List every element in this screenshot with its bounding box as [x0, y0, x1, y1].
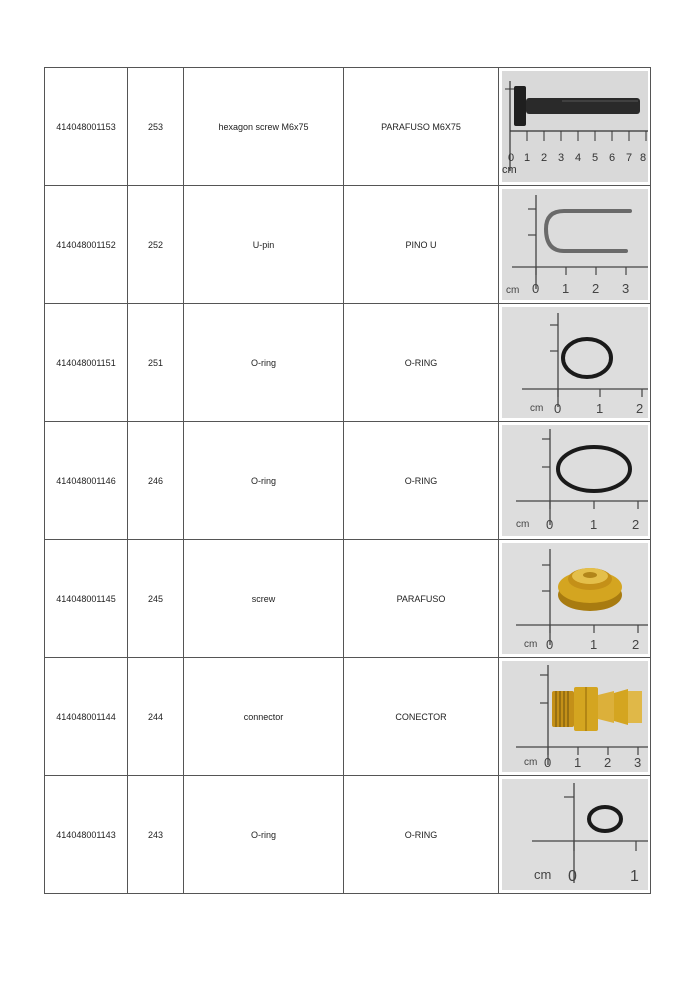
svg-text:6: 6 — [608, 152, 615, 164]
connector-photo — [502, 661, 648, 772]
svg-text:cm: cm — [529, 403, 543, 414]
svg-text:0: 0 — [545, 637, 553, 652]
svg-text:3: 3 — [621, 281, 629, 296]
part-photo-cell — [499, 304, 651, 422]
svg-text:1: 1 — [523, 152, 530, 164]
part-code: 414048001144 — [45, 658, 128, 776]
part-photo-cell — [499, 658, 651, 776]
svg-text:0: 0 — [545, 517, 553, 532]
svg-text:cm: cm — [523, 639, 537, 650]
description-en: O-ring — [184, 422, 344, 540]
part-code: 414048001146 — [45, 422, 128, 540]
svg-text:1: 1 — [589, 637, 597, 652]
svg-text:3: 3 — [633, 755, 641, 770]
position-number: 253 — [128, 68, 184, 186]
description-en: hexagon screw M6x75 — [184, 68, 344, 186]
hexagon-screw-photo — [502, 71, 648, 182]
part-photo-cell — [499, 186, 651, 304]
description-pt: O-RING — [344, 776, 499, 894]
table-row — [45, 540, 651, 658]
o-ring-photo — [502, 307, 648, 418]
svg-text:0: 0 — [543, 755, 551, 770]
svg-text:1: 1 — [629, 868, 639, 885]
part-code: 414048001151 — [45, 304, 128, 422]
part-code: 414048001145 — [45, 540, 128, 658]
svg-text:7: 7 — [625, 152, 632, 164]
description-en: screw — [184, 540, 344, 658]
svg-text:0: 0 — [531, 281, 539, 296]
svg-text:cm: cm — [515, 519, 529, 530]
svg-text:2: 2 — [631, 637, 639, 652]
svg-text:cm: cm — [533, 867, 551, 882]
svg-text:0: 0 — [553, 401, 561, 416]
description-en: U-pin — [184, 186, 344, 304]
description-pt: PARAFUSO — [344, 540, 499, 658]
svg-text:1: 1 — [595, 401, 603, 416]
table-row — [45, 776, 651, 894]
svg-text:1: 1 — [573, 755, 581, 770]
part-photo-cell — [499, 776, 651, 894]
description-pt: PARAFUSO M6X75 — [344, 68, 499, 186]
table-row — [45, 422, 651, 540]
brass-screw-photo — [502, 543, 648, 654]
u-pin-photo — [502, 189, 648, 300]
svg-text:2: 2 — [591, 281, 599, 296]
svg-text:2: 2 — [603, 755, 611, 770]
part-photo-cell — [499, 68, 651, 186]
o-ring-photo — [502, 779, 648, 890]
description-pt: PINO U — [344, 186, 499, 304]
svg-text:4: 4 — [574, 152, 581, 164]
position-number: 251 — [128, 304, 184, 422]
description-pt: O-RING — [344, 422, 499, 540]
part-code: 414048001153 — [45, 68, 128, 186]
svg-text:1: 1 — [589, 517, 597, 532]
description-pt: CONECTOR — [344, 658, 499, 776]
part-code: 414048001143 — [45, 776, 128, 894]
o-ring-photo — [502, 425, 648, 536]
table-row — [45, 186, 651, 304]
table-row — [45, 304, 651, 422]
svg-text:2: 2 — [635, 401, 643, 416]
svg-text:cm: cm — [505, 285, 519, 296]
part-photo-cell — [499, 422, 651, 540]
table-row — [45, 68, 651, 186]
table-row — [45, 658, 651, 776]
position-number: 243 — [128, 776, 184, 894]
part-code: 414048001152 — [45, 186, 128, 304]
svg-text:0: 0 — [507, 152, 514, 164]
description-pt: O-RING — [344, 304, 499, 422]
svg-text:2: 2 — [631, 517, 639, 532]
svg-text:2: 2 — [540, 152, 547, 164]
svg-text:3: 3 — [557, 152, 564, 164]
svg-text:0: 0 — [567, 868, 577, 885]
svg-text:cm: cm — [501, 164, 517, 176]
position-number: 246 — [128, 422, 184, 540]
part-photo-cell — [499, 540, 651, 658]
position-number: 245 — [128, 540, 184, 658]
position-number: 252 — [128, 186, 184, 304]
svg-text:1: 1 — [561, 281, 569, 296]
description-en: O-ring — [184, 304, 344, 422]
parts-table — [44, 67, 651, 894]
description-en: connector — [184, 658, 344, 776]
position-number: 244 — [128, 658, 184, 776]
svg-text:5: 5 — [591, 152, 598, 164]
svg-text:8: 8 — [639, 152, 646, 164]
description-en: O-ring — [184, 776, 344, 894]
svg-text:cm: cm — [523, 757, 537, 768]
